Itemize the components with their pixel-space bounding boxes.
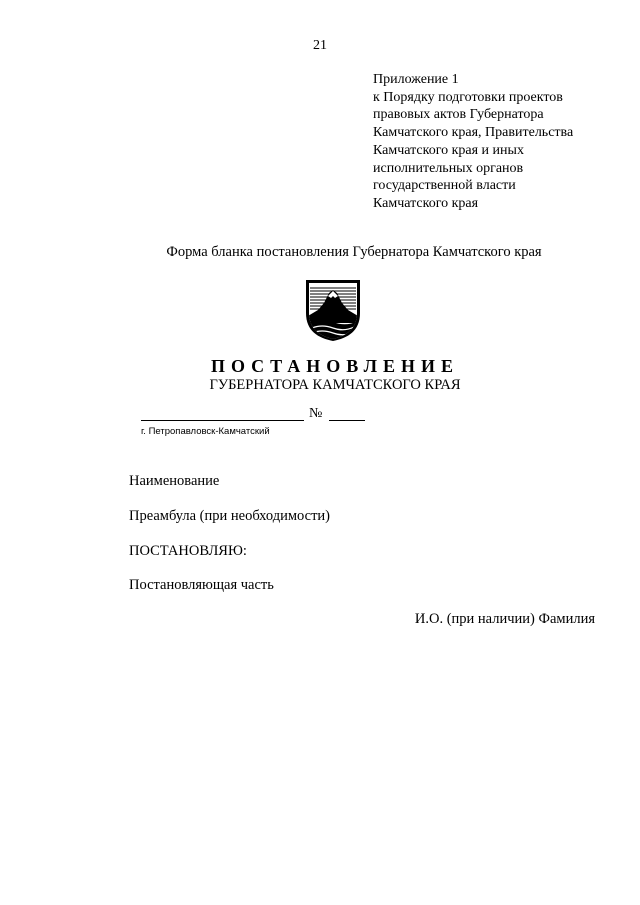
document-subtitle: ГУБЕРНАТОРА КАМЧАТСКОГО КРАЯ bbox=[209, 377, 461, 393]
decree-heading: ПОСТАНОВЛЯЮ: bbox=[129, 543, 247, 559]
form-title: Форма бланка постановления Губернатора Камчатского края bbox=[166, 244, 542, 260]
date-line bbox=[141, 420, 304, 421]
appendix-line: исполнительных органов bbox=[373, 160, 524, 176]
signature-field: И.О. (при наличии) Фамилия bbox=[414, 611, 595, 627]
kamchatka-coat-of-arms-icon bbox=[304, 279, 362, 341]
operative-part-field: Постановляющая часть bbox=[129, 577, 274, 593]
appendix-block bbox=[373, 71, 573, 213]
appendix-line: к Порядку подготовки проектов bbox=[373, 89, 563, 105]
appendix-line: Камчатского края и иных bbox=[373, 142, 524, 158]
appendix-line: правовых актов Губернатора bbox=[373, 107, 544, 123]
number-sign: № bbox=[309, 406, 323, 421]
appendix-line: Камчатского края, Правительства bbox=[373, 125, 574, 141]
appendix-line: государственной власти bbox=[373, 178, 516, 194]
page-number: 21 bbox=[313, 38, 327, 53]
preamble-field: Преамбула (при необходимости) bbox=[129, 508, 330, 524]
appendix-line: Приложение 1 bbox=[373, 72, 459, 87]
city-label: г. Петропавловск-Камчатский bbox=[141, 426, 270, 437]
document-title: ПОСТАНОВЛЕНИЕ bbox=[210, 356, 460, 376]
name-field: Наименование bbox=[129, 473, 220, 489]
number-line bbox=[329, 420, 365, 421]
appendix-line: Камчатского края bbox=[373, 195, 479, 211]
